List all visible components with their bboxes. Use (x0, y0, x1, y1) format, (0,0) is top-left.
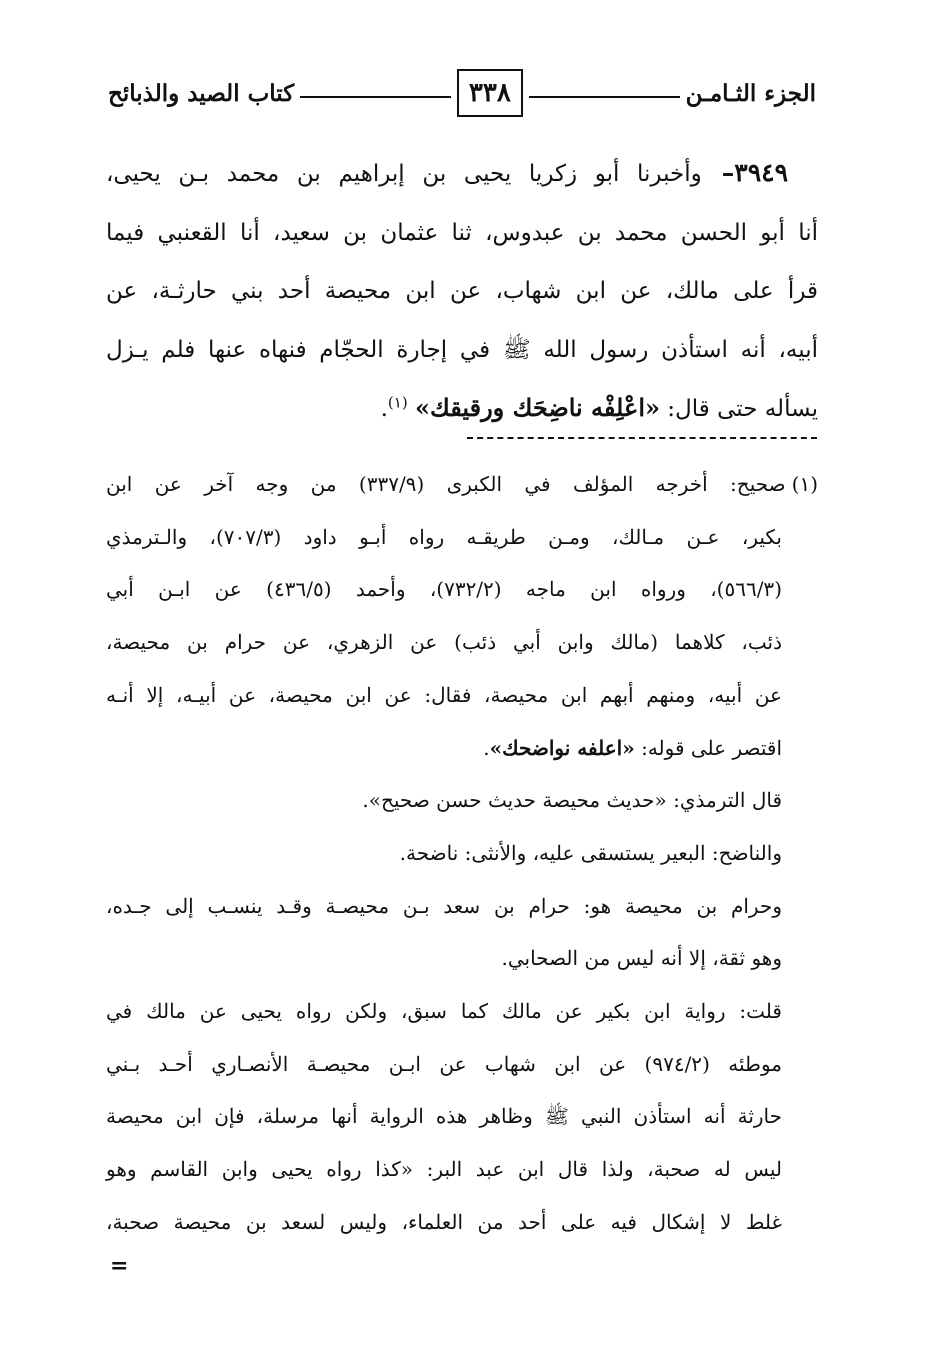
prophetic-quote: «اعْلِفْه ناضِحَك ورقيقك» (414, 393, 660, 422)
footnote-line (106, 722, 818, 775)
footnote-reference: (١) (387, 393, 408, 412)
footnote-line-text: صحيح: أخرجه المؤلف في الكبرى (٣٣٧/٩) من وجه آخر عن ابن (106, 472, 786, 496)
footnote-line: بكير، عـن مـالك، ومـن طريقـه رواه أبـو داود (٧٠٧/٣)، والـترمذي (106, 524, 783, 549)
hadith-line-text: وأخبرنا أبو زكريا يحيى بن إبراهيم بن محمد بـن يحيى، (106, 161, 702, 187)
footnote-line-end: . (483, 735, 490, 760)
footnotes (106, 458, 818, 1249)
hadith-line (106, 379, 818, 439)
footnote-marker: (١) (791, 472, 818, 496)
running-header (108, 66, 816, 120)
header-rule-right (529, 96, 680, 98)
footnote-separator (467, 437, 817, 439)
footnote-line: (٥٦٦/٣)، ورواه ابن ماجه (٧٣٢/٢)، وأحمد (٤٣٦/٥) عن ابـن أبي (106, 577, 782, 602)
footnote-line: والناضح: البعير يستسقى عليه، والأنثى: ناضحة. (399, 840, 782, 865)
footnote-line: عن أبيه، ومنهم أبهم ابن محيصة، فقال: عن ابن محيصة، عن أبيـه، إلا أنـه (106, 682, 782, 707)
volume-title: الجزء الثـامـن (685, 79, 816, 107)
header-rule-left (300, 96, 451, 98)
footnote-line: ليس له صحبة، ولذا قال ابن عبد البر: «كذا رواه يحيى وابن القاسم وهو (106, 1157, 782, 1182)
footnote-line: غلط لا إشكال فيه على أحد من العلماء، وليس لسعد بن محيصة صحبة، (106, 1209, 782, 1234)
hadith-line (106, 144, 818, 204)
hadith-line: أنا أبو الحسن محمد بن عبدوس، ثنا عثمان بن سعيد، أنا القعنبي فيما (106, 219, 818, 246)
footnote-line: وحرام بن محيصة هو: حرام بن سعد بـن محيصـة وقـد ينسـب إلى جـده، (106, 893, 782, 918)
hadith-line: قرأ على مالك، عن ابن شهاب، عن ابن محيصة أحد بني حارثـة، عن (106, 278, 818, 304)
footnote-line (106, 458, 818, 511)
footnote-line: موطئه (٩٧٤/٢) عن ابن شهاب عن ابـن محيصـة الأنصـاري أحـد بـني (106, 1051, 782, 1076)
hadith-line: أبيه، أنه استأذن رسول الله ﷺ في إجارة الحجّام فنهاه عنها فلم يـزل (106, 336, 818, 363)
hadith-last-line-start: يسأله حتى قال: (660, 396, 818, 422)
footnote-line: حارثة أنه استأذن النبي ﷺ وظاهر هذه الرواية أنها مرسلة، فإن ابن محيصة (106, 1104, 782, 1129)
hadith-end: . (380, 396, 388, 422)
page-number: ٣٣٨ (457, 69, 523, 117)
hadith-number: ٣٩٤٩– (721, 158, 788, 187)
footnote-line-start: اقتصر على قوله: (634, 735, 782, 760)
footnote-line: قلت: رواية ابن بكير عن مالك كما سبق، ولكن رواه يحيى عن مالك في (106, 999, 782, 1024)
book-title: كتاب الصيد والذبائح (107, 79, 295, 107)
hadith-text (106, 144, 818, 439)
footnote-line: وهو ثقة، إلا أنه ليس من الصحابي. (501, 946, 782, 971)
footnote-line: قال الترمذي: «حديث محيصة حديث حسن صحيح». (362, 788, 782, 813)
footnote-line: ذئب، كلاهما (مالك وابن أبي ذئب) عن الزهري، عن حرام بن محيصة، (106, 630, 782, 655)
continuation-mark: = (110, 1253, 129, 1279)
footnote-quote: «اعلفه نواضحك» (489, 735, 635, 760)
